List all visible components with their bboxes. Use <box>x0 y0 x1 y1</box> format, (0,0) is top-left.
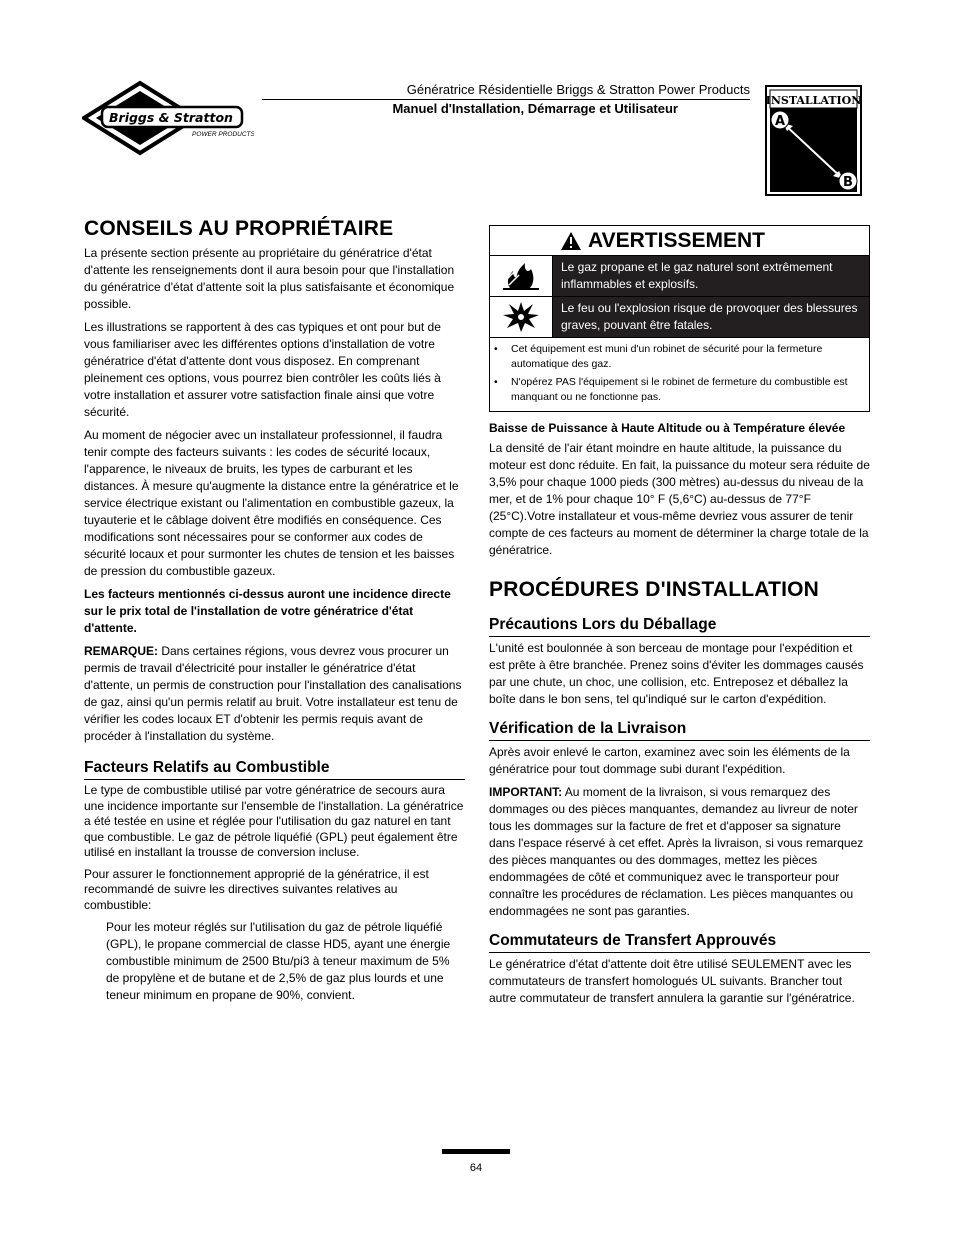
remarque-label: REMARQUE: <box>84 644 158 658</box>
paragraph: Au moment de négocier avec un installateur professionnel, il faudra tenir compte des facteurs suivants : les codes de sécurité locaux, l'apparence, le niveaux de bruits, les types de carburant et les distances. À mesure qu'augmente la distance entre la génératrice et le service électrique existant ou l'alimentation en combustible gazeux, la tuyauterie et le câblage doivent être modifiés en conséquence. Ces modifications sont nécessaires pour se conformer aux codes de sécurité locaux et pour surmonter les chutes de tension et les baisses de pression du combustible gazeux. <box>84 428 459 578</box>
paragraph-emphasis: Les facteurs mentionnés ci-dessus auront une incidence directe sur le prix total de l'installation de votre génératrice d'état d'attente. <box>84 587 451 635</box>
right-column <box>489 225 870 1013</box>
subheading-deballage: Précautions Lors du Déballage <box>489 616 870 637</box>
warning-bullet: • N'opérez PAS l'équipement si le robinet de fermeture du combustible est manquant ou ne fonctionne pas. <box>494 376 848 403</box>
important-paragraph <box>489 784 870 920</box>
page-number: 64 <box>469 1162 483 1174</box>
warning-triangle-icon <box>560 231 582 251</box>
paragraph: La densité de l'air étant moindre en haute altitude, la puissance du moteur est donc réduite. En fait, la puissance du moteur sera réduite de 3,5% pour chaque 1000 pieds (300 mètres) au-dessus du niveau de la mer, et de 1% pour chaque 10° F (5,6°C) au-dessus de 77°F (25°C).Votre installateur et vous-même devriez vous assurer de tenir compte de ces facteurs au moment de déterminer la charge totale de la génératrice. <box>489 441 870 557</box>
header-subtitle: Manuel d'Installation, Démarrage et Utilisateur <box>392 101 678 116</box>
paragraph: Les illustrations se rapportent à des cas typiques et ont pour but de vous familiariser avec les différentes options d'installation de votre génératrice d'état d'attente dont vous disposez. En comprenant pleinement ces options, vous pourrez bien contrôler les coûts liés à votre installation et assurer votre satisfaction finale ainsi que votre sécurité. <box>84 320 441 419</box>
section-title-conseils: CONSEILS AU PROPRIÉTAIRE <box>84 217 394 240</box>
briggs-stratton-logo <box>82 80 254 156</box>
header-title: Génératrice Résidentielle Briggs & Stratton Power Products <box>406 82 750 97</box>
important-label: IMPORTANT: <box>489 785 563 799</box>
warning-title: AVERTISSEMENT <box>588 229 765 252</box>
warning-text: Le gaz propane et le gaz naturel sont extrêmement inflammables et explosifs. <box>553 256 869 296</box>
svg-text:Briggs & Stratton: Briggs & Stratton <box>109 110 233 125</box>
left-column <box>84 217 465 1010</box>
warning-header <box>490 226 869 255</box>
paragraph-indented: Pour les moteur réglés sur l'utilisation du gaz de pétrole liquéfié (GPL), le propane commercial de classe HD5, ayant une énergie combustible minimum de 2500 Btu/pi3 à teneur maximum de 5% de propylène et de butane et de 2,5% de gaz plus lourds et une teneur minimum en propane de 90%, convient. <box>106 920 451 1002</box>
important-text: Au moment de la livraison, si vous remarquez des dommages ou des pièces manquantes, demandez au livreur de noter tous les dommages sur la facture de fret et d'apposer sa signature dans l'espace réservé à cet effet. Après la livraison, si vous remarquez des pièces manquantes ou des dommages, mettez les pièces endommagées de côté et communiquez avec le transporteur pour connaître les procédures de réclamation. Les pièces manquantes ou endommagées ne sont pas garanties. <box>489 785 864 918</box>
paragraph: L'unité est boulonnée à son berceau de montage pour l'expédition et est prête à être branchée. Prenez soins d'éviter les dommages causés par une chute, un choc, une collision, etc. Entreposez et déballez la boîte dans le bon sens, tel qu'indiqué sur le carton d'expédition. <box>489 641 864 706</box>
header-rule <box>262 99 750 100</box>
explosion-hazard-icon <box>490 297 553 337</box>
warning-row-flammable <box>490 255 869 296</box>
paragraph: Le génératrice d'état d'attente doit être utilisé SEULEMENT avec les commutateurs de transfert homologués UL suivants. Brancher tout autre commutateur de transfert annulera la garantie sur l'génératrice. <box>489 957 855 1005</box>
subheading-commutateurs: Commutateurs de Transfert Approuvés <box>489 932 870 953</box>
page-number-bar <box>442 1149 510 1154</box>
warning-text: Le feu ou l'explosion risque de provoquer des blessures graves, pouvant être fatales. <box>553 297 869 337</box>
remarque-paragraph <box>84 643 465 745</box>
warning-box <box>489 225 870 412</box>
svg-text:INSTALLATION: INSTALLATION <box>765 94 862 107</box>
svg-text:POWER PRODUCTS: POWER PRODUCTS <box>192 131 254 138</box>
paragraph: Après avoir enlevé le carton, examinez avec soin les éléments de la génératrice pour tout dommage subi durant l'expédition. <box>489 745 850 776</box>
remarque-text: Dans certaines régions, vous devrez vous procurer un permis de travail d'électricité pour installer le génératrice d'état d'attente, un permis de construction pour l'installation des canalisations de gaz, ainsi qu'un permis relatif au bruit. Votre installateur est tenu de vérifier les codes locaux ET d'obtenir les permis requis avant de procéder à l'installation du système. <box>84 644 462 743</box>
svg-text:A: A <box>774 114 786 129</box>
section-title-procedures: PROCÉDURES D'INSTALLATION <box>489 578 820 601</box>
paragraph: La présente section présente au propriétaire du génératrice d'état d'attente les renseignements dont il aura besoin pour que l'installation du génératrice d'état d'attente soit la plus satisfaisante et économique possible. <box>84 246 455 311</box>
fire-hazard-icon <box>490 256 553 296</box>
installation-section-icon <box>765 85 862 196</box>
paragraph: Pour assurer le fonctionnement approprié de la génératrice, il est recommandé de suivre les directives suivantes relatives au combustible: <box>84 866 429 912</box>
subheading-livraison: Vérification de la Livraison <box>489 720 870 741</box>
warning-bullet: • Cet équipement est muni d'un robinet de sécurité pour la fermeture automatique des gaz. <box>494 343 823 370</box>
warning-bullet-list <box>490 337 869 411</box>
warning-row-explosion <box>490 296 869 337</box>
altitude-heading: Baisse de Puissance à Haute Altitude ou à Température élevée <box>489 421 846 435</box>
paragraph: Le type de combustible utilisé par votre génératrice de secours aura une incidence importante sur l'ensemble de l'installation. La génératrice a été testée en usine et réglée pour l'utilisation du gaz naturel en tant que combustible. Le gaz de pétrole liquéfié (GPL) peut également être utilisé en installant la trousse de conversion incluse. <box>84 783 464 859</box>
svg-text:B: B <box>843 175 853 190</box>
subheading-combustible: Facteurs Relatifs au Combustible <box>84 759 465 780</box>
